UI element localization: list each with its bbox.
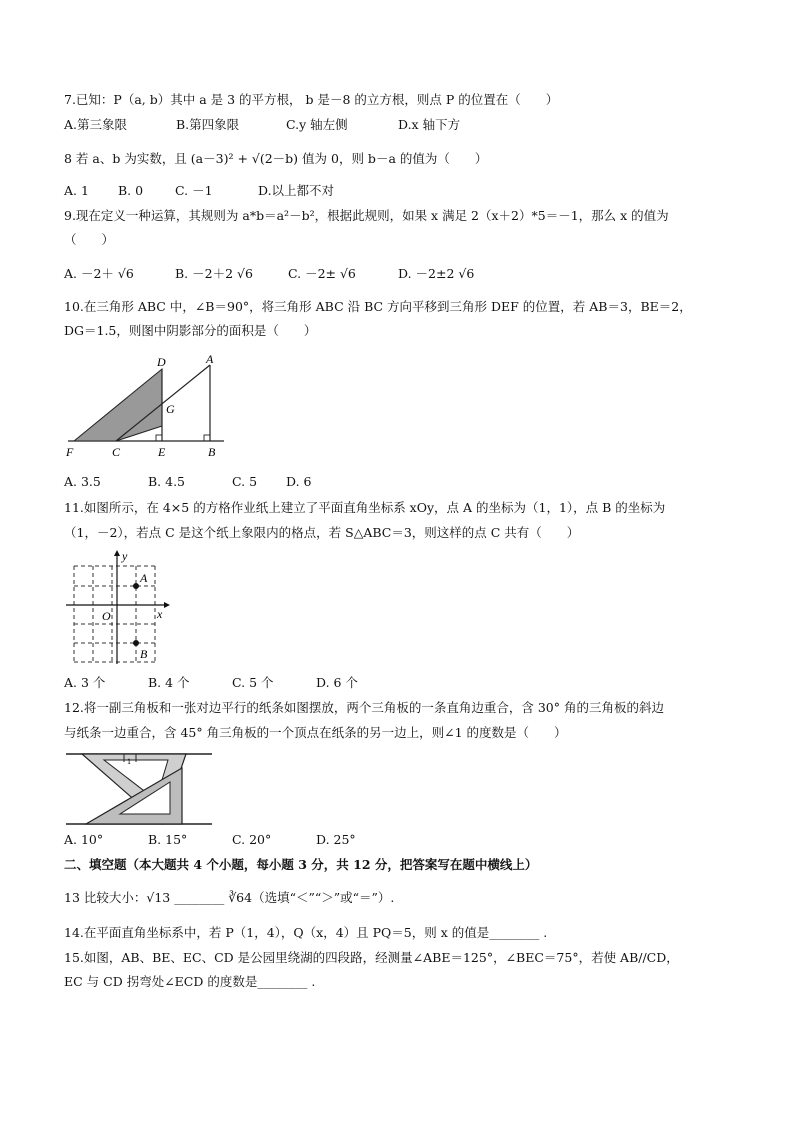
q12-angle-1-label: 1: [127, 757, 131, 766]
q11-option-c: C. 5 个: [232, 675, 274, 690]
q11-option-d: D. 6 个: [316, 675, 358, 690]
q9-option-c: C. －2± √6: [288, 266, 356, 281]
q10-option-a: A. 3.5: [64, 474, 101, 489]
q12-option-a: A. 10°: [64, 832, 104, 847]
q9-stem-line2: （ ）: [64, 232, 115, 247]
q8-option-a: A. 1: [64, 183, 89, 198]
q10-label-g: G: [166, 402, 175, 416]
q8-option-b: B. 0: [118, 183, 144, 198]
q10-stem-line2: DG＝1.5，则图中阴影部分的面积是（ ）: [64, 323, 317, 338]
q12-stem-line1: 12.将一副三角板和一张对边平行的纸条如图摆放，两个三角板的一条直角边重合，含 30° 角的三角板的斜边: [64, 700, 664, 715]
q12-option-d: D. 25°: [316, 832, 356, 847]
q10-translation-figure: [64, 352, 230, 460]
q12-option-b: B. 15°: [148, 832, 188, 847]
q12-triangles-figure: [64, 748, 214, 828]
q9-option-d: D. －2±2 √6: [398, 266, 475, 281]
q10-label-a: A: [206, 352, 214, 366]
q11-option-a: A. 3 个: [64, 675, 106, 690]
q7-option-b: B.第四象限: [176, 117, 240, 132]
q8-option-c: C. －1: [175, 183, 213, 198]
q11-axis-y-label: y: [122, 549, 128, 563]
q8-option-d: D.以上都不对: [258, 183, 335, 198]
q11-option-b: B. 4 个: [148, 675, 190, 690]
q11-axis-x-label: x: [157, 607, 163, 621]
q9-option-a: A. －2＋ √6: [64, 266, 134, 281]
section-fill-in-title: 二、填空题（本大题共 4 个小题，每小题 3 分，共 12 分，把答案写在题中横线上）: [64, 857, 538, 872]
q15-stem-line2: EC 与 CD 拐弯处∠ECD 的度数是________ .: [64, 974, 316, 989]
q7-stem: 7.已知：P（a, b）其中 a 是 3 的平方根， b 是－8 的立方根，则点 P 的位置在（ ）: [64, 92, 559, 107]
q11-point-b-label: B: [140, 647, 148, 661]
q10-label-c: C: [112, 445, 121, 459]
q7-option-a: A.第三象限: [64, 117, 128, 132]
q9-option-b: B. －2＋2 √6: [175, 266, 253, 281]
q14-stem: 14.在平面直角坐标系中，若 P（1，4），Q（x，4）且 PQ＝5，则 x 的值是________ .: [64, 925, 548, 940]
q12-option-c: C. 20°: [232, 832, 272, 847]
q10-label-d: D: [157, 355, 166, 369]
q7-option-d: D.x 轴下方: [398, 117, 461, 132]
q15-stem-line1: 15.如图，AB、BE、EC、CD 是公园里绕湖的四段路，经测量∠ABE＝125°，∠BEC＝75°，若使 AB//CD，: [64, 950, 679, 965]
q11-stem-line2: （1，－2），若点 C 是这个纸上象限内的格点，若 S△ABC＝3，则这样的点 C 共有（ ）: [64, 525, 580, 540]
q8-stem: 8 若 a、b 为实数，且 (a－3)² + √(2－b) 值为 0，则 b－a 的值为（ ）: [64, 151, 488, 166]
q10-label-f: F: [66, 445, 74, 459]
q11-grid-figure: [64, 548, 176, 666]
q9-stem-line1: 9.现在定义一种运算，其规则为 a*b＝a²－b²，根据此规则，如果 x 满足 2（x＋2）*5＝－1，那么 x 的值为: [64, 208, 669, 223]
q10-label-b: B: [208, 445, 216, 459]
q11-origin-label: O: [102, 609, 111, 623]
q10-stem-line1: 10.在三角形 ABC 中，∠B＝90°，将三角形 ABC 沿 BC 方向平移到三角形 DEF 的位置，若 AB＝3，BE＝2，: [64, 299, 692, 314]
q10-option-c: C. 5: [232, 474, 258, 489]
q10-label-e: E: [158, 445, 166, 459]
q11-point-a-label: A: [140, 571, 148, 585]
q12-stem-line2: 与纸条一边重合，含 45° 角三角板的一个顶点在纸条的另一边上，则∠1 的度数是（ ）: [64, 725, 567, 740]
q10-option-b: B. 4.5: [148, 474, 186, 489]
q10-option-d: D. 6: [286, 474, 312, 489]
q7-option-c: C.y 轴左侧: [286, 117, 348, 132]
q13-stem: 13 比较大小：√13 ________ ∛64（选填“＜”“＞”或“＝”）.: [64, 890, 395, 905]
q11-stem-line1: 11.如图所示，在 4×5 的方格作业纸上建立了平面直角坐标系 xOy，点 A 的坐标为（1，1），点 B 的坐标为: [64, 500, 666, 515]
